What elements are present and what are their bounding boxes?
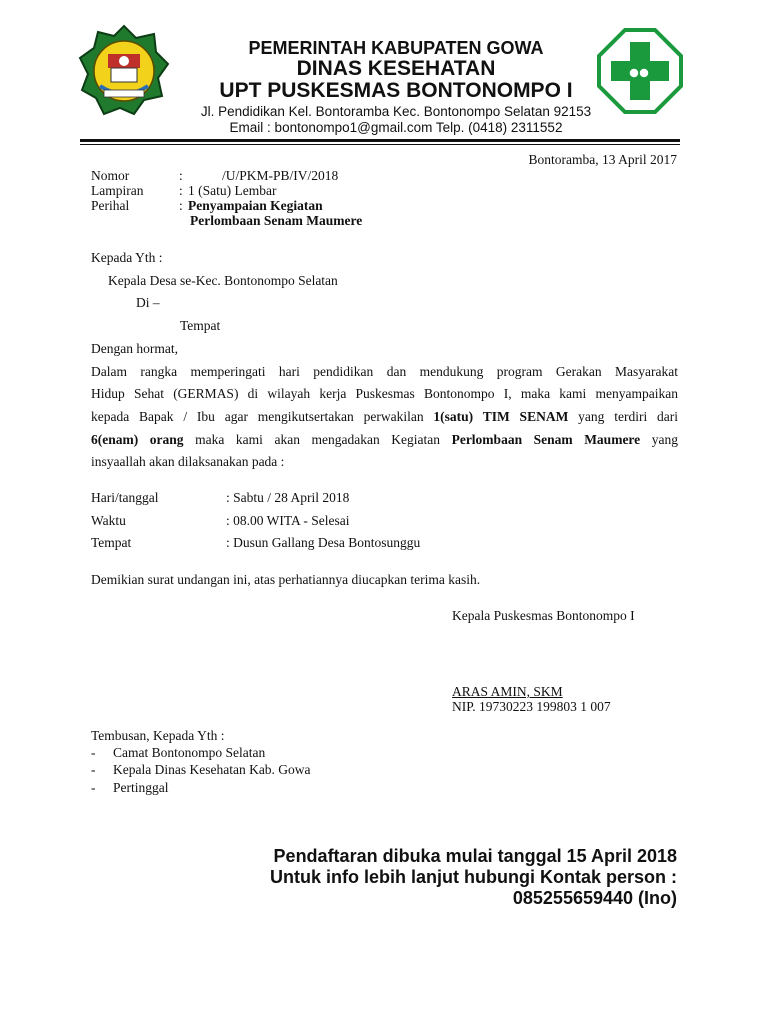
body-line-2: Hidup Sehat (GERMAS) di wilayah kerja Puskesmas Bontonompo I, maka kami menyampaikan bbox=[91, 386, 678, 401]
greeting: Dengan hormat, bbox=[91, 341, 178, 356]
place-date: Bontoramba, 13 April 2017 bbox=[528, 152, 677, 167]
letterhead-institution: UPT PUSKESMAS BONTONOMPO I bbox=[219, 79, 573, 102]
meta-sep-lampiran: : bbox=[179, 183, 183, 198]
contact-phone: 085255659440 (Ino) bbox=[512, 888, 677, 908]
body-line-3-tail: yang terdiri dari bbox=[578, 409, 679, 424]
schedule-label-time: Waktu bbox=[91, 513, 126, 528]
signer-nip: NIP. 19730223 199803 1 007 bbox=[452, 699, 611, 714]
letterhead-rule-thick bbox=[80, 139, 680, 142]
schedule-value-time: : 08.00 WITA - Selesai bbox=[226, 513, 350, 528]
meta-label-perihal: Perihal bbox=[91, 198, 130, 213]
notice-line-2: Untuk info lebih lanjut hubungi Kontak person : bbox=[270, 867, 677, 887]
to-place: Tempat bbox=[180, 318, 221, 333]
letterhead-address: Jl. Pendidikan Kel. Bontoramba Kec. Bontonompo Selatan 92153 bbox=[200, 104, 592, 119]
cc-bullet: - bbox=[91, 745, 96, 760]
body-line-3-text: kepada Bapak / Ibu agar mengikutsertakan perwakilan bbox=[91, 409, 424, 424]
body-line-4-text: maka kami akan mengadakan Kegiatan bbox=[195, 432, 441, 447]
letterhead-department: DINAS KESEHATAN bbox=[296, 57, 496, 80]
to-recipient: Kepala Desa se-Kec. Bontonompo Selatan bbox=[108, 273, 338, 288]
schedule-label-place: Tempat bbox=[91, 535, 132, 550]
event-name: Perlombaan Senam Maumere bbox=[451, 432, 641, 447]
signer-name: ARAS AMIN, SKM bbox=[452, 684, 563, 699]
member-count: 6(enam) orang bbox=[91, 432, 184, 447]
body-line-4-tail: yang bbox=[651, 432, 678, 447]
to-label: Kepada Yth : bbox=[91, 250, 163, 265]
schedule-value-date: : Sabtu / 28 April 2018 bbox=[226, 490, 350, 505]
to-di: Di – bbox=[136, 295, 160, 310]
cc-item: Kepala Dinas Kesehatan Kab. Gowa bbox=[113, 762, 311, 777]
body-line-4 bbox=[91, 430, 678, 450]
team-count: 1(satu) TIM SENAM bbox=[433, 409, 569, 424]
schedule-label-date: Hari/tanggal bbox=[91, 490, 159, 505]
letterhead-contact: Email : bontonompo1@gmail.com Telp. (0418) 2311552 bbox=[229, 120, 563, 135]
body-line-1: Dalam rangka memperingati hari pendidikan dan mendukung program Gerakan Masyarakat bbox=[91, 364, 678, 379]
cc-label: Tembusan, Kepada Yth : bbox=[91, 728, 225, 743]
letterhead-rule-thin bbox=[80, 144, 680, 145]
meta-value-perihal: Penyampaian Kegiatan bbox=[188, 198, 323, 213]
body-line-5: insyaallah akan dilaksanakan pada : bbox=[91, 454, 285, 469]
meta-label-nomor: Nomor bbox=[91, 168, 130, 183]
meta-value-nomor: /U/PKM-PB/IV/2018 bbox=[222, 168, 339, 183]
closing: Demikian surat undangan ini, atas perhatiannya diucapkan terima kasih. bbox=[91, 572, 481, 587]
meta-sep-nomor: : bbox=[179, 168, 183, 183]
cc-item: Camat Bontonompo Selatan bbox=[113, 745, 266, 760]
signer-title: Kepala Puskesmas Bontonompo I bbox=[452, 608, 635, 623]
meta-sep-perihal: : bbox=[179, 198, 183, 213]
cc-item: Pertinggal bbox=[113, 780, 169, 795]
letterhead-government: PEMERINTAH KABUPATEN GOWA bbox=[248, 38, 544, 58]
cc-bullet: - bbox=[91, 762, 96, 777]
schedule-value-place: : Dusun Gallang Desa Bontosunggu bbox=[226, 535, 421, 550]
body-line-3 bbox=[91, 407, 678, 427]
puskesmas-cross-icon bbox=[597, 28, 683, 114]
meta-value-lampiran: 1 (Satu) Lembar bbox=[188, 183, 277, 198]
subject-line2: Perlombaan Senam Maumere bbox=[190, 213, 363, 228]
meta-label-lampiran: Lampiran bbox=[91, 183, 144, 198]
cc-bullet: - bbox=[91, 780, 96, 795]
notice-line-1: Pendaftaran dibuka mulai tanggal 15 April 2018 bbox=[273, 846, 677, 866]
